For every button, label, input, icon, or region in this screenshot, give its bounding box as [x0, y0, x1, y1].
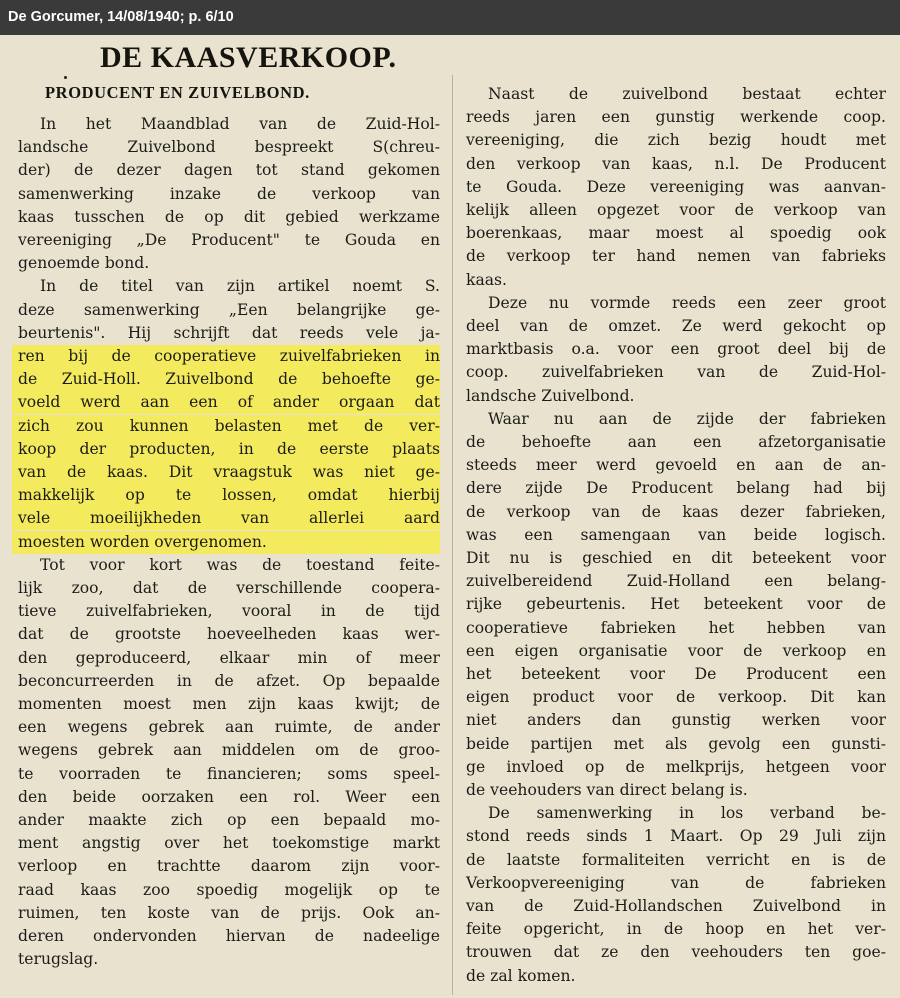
- ink-speck: [64, 76, 67, 79]
- line-text: de zal komen.: [466, 966, 576, 985]
- line-text: beurtenis". Hij schrijft dat reeds vele ja-: [18, 323, 440, 342]
- highlighted-text: koop der producten, in de eerste plaats: [18, 439, 440, 458]
- line-text: het beteekent voor De Producent een: [466, 665, 886, 683]
- text-line: [18, 786, 440, 809]
- text-line: [466, 965, 886, 988]
- text-line: [466, 686, 886, 709]
- line-text: een eigen organisatie voor de verkoop en: [466, 641, 886, 660]
- line-text: deren ondervonden hiervan de nadeelige: [18, 927, 440, 945]
- text-line: [18, 299, 440, 322]
- text-line: [466, 756, 886, 779]
- text-line: [466, 825, 886, 848]
- text-line: [466, 269, 886, 292]
- text-line: [18, 693, 440, 716]
- text-line: [466, 361, 886, 384]
- line-text: stond reeds sinds 1 Maart. Op 29 Juli zijn: [466, 827, 886, 846]
- highlighted-text: ren bij de cooperatieve zuivelfabrieken in: [18, 347, 440, 365]
- text-line: [466, 849, 886, 872]
- line-text: de laatste formaliteiten verricht en is de: [466, 850, 886, 869]
- line-text: Deze nu vormde reeds een zeer groot: [488, 293, 886, 312]
- text-line: [18, 229, 440, 252]
- highlighted-text: van de kaas. Dit vraagstuk was niet ge-: [18, 463, 440, 481]
- text-line: [466, 895, 886, 918]
- text-line: [466, 477, 886, 500]
- text-line: [466, 431, 886, 454]
- line-text: ruimen, ten koste van de prijs. Ook an-: [18, 903, 440, 922]
- text-line: [466, 83, 886, 106]
- line-text: beconcurreerden in de afzet. Op bepaalde: [18, 671, 440, 690]
- text-line: [466, 245, 886, 268]
- text-line: [12, 391, 440, 414]
- highlighted-text: zich zou kunnen belasten met de ver-: [18, 416, 440, 435]
- line-text: dere zijde De Producent belang had bij: [466, 479, 886, 498]
- line-text: den verkoop van kaas, n.l. De Producent: [466, 154, 886, 173]
- text-line: [18, 252, 440, 275]
- text-line: [18, 159, 440, 182]
- line-text: ment angstig over het toekomstige markt: [18, 834, 440, 853]
- line-text: wegens gebrek aan middelen om de groo-: [18, 741, 440, 760]
- text-line: [466, 570, 886, 593]
- line-text: feite opgericht, in de hoop en het ver-: [466, 920, 886, 939]
- line-text: kaas tusschen de op dit gebied werkzame: [18, 207, 440, 226]
- text-line: [466, 106, 886, 129]
- line-text: samenwerking inzake de verkoop van: [18, 184, 440, 203]
- line-text: deze samenwerking „Een belangrijke ge-: [18, 300, 440, 319]
- text-line: [18, 136, 440, 159]
- line-text: Waar nu aan de zijde der fabrieken: [488, 409, 886, 428]
- highlighted-text: voeld werd aan een of ander orgaan dat: [18, 393, 440, 412]
- text-line: [466, 547, 886, 570]
- text-line: [466, 408, 886, 431]
- text-line: [466, 338, 886, 361]
- text-line: [18, 809, 440, 832]
- text-line: [18, 879, 440, 902]
- newspaper-clipping: [0, 35, 900, 998]
- line-text: kaas.: [466, 270, 508, 289]
- line-text: marktbasis o.a. voor een groot deel bij de: [466, 340, 886, 359]
- line-text: terugslag.: [18, 950, 99, 969]
- text-line: [12, 461, 440, 484]
- text-line: [466, 640, 886, 663]
- text-line: [466, 524, 886, 547]
- text-line: [18, 600, 440, 623]
- text-line: [18, 206, 440, 229]
- text-line: [12, 415, 440, 438]
- highlighted-text: vele moeilijkheden van allerlei aard: [18, 509, 440, 528]
- line-text: cooperatieve fabrieken het hebben van: [466, 618, 886, 637]
- line-text: vereeniging „De Producent" te Gouda en: [18, 231, 440, 249]
- line-text: In het Maandblad van de Zuid-Hol-: [40, 115, 440, 133]
- line-text: genoemde bond.: [18, 254, 150, 273]
- text-line: [12, 507, 440, 530]
- text-line: [466, 385, 886, 408]
- line-text: den geproduceerd, elkaar min of meer: [18, 648, 440, 667]
- text-line: [18, 763, 440, 786]
- text-line: [18, 113, 440, 136]
- text-line: [466, 733, 886, 756]
- line-text: rijke gebeurtenis. Het beteekent voor de: [466, 595, 886, 614]
- text-line: [18, 275, 440, 298]
- line-text: In de titel van zijn artikel noemt S.: [40, 277, 440, 296]
- line-text: lijk zoo, dat de verschillende coopera-: [18, 579, 440, 597]
- text-line: [18, 623, 440, 646]
- line-text: vereeniging, die zich bezig houdt met: [466, 131, 886, 150]
- line-text: Naast de zuivelbond bestaat echter: [488, 85, 886, 103]
- line-text: zuivelbereidend Zuid-Holland een belang-: [466, 572, 886, 591]
- text-line: [466, 501, 886, 524]
- line-text: trouwen dat ze den veehouders ten goe-: [466, 943, 886, 962]
- text-line: [12, 531, 440, 554]
- text-line: [466, 709, 886, 732]
- line-text: den beide oorzaken een rol. Weer een: [18, 787, 440, 806]
- text-line: [18, 925, 440, 948]
- text-line: [466, 292, 886, 315]
- line-text: coop. zuivelfabrieken van de Zuid-Hol-: [466, 363, 886, 382]
- text-line: [466, 593, 886, 616]
- text-line: [18, 322, 440, 345]
- line-text: te voorraden te financieren; soms speel-: [18, 764, 440, 783]
- text-line: [466, 941, 886, 964]
- line-text: te Gouda. Deze vereeniging was aanvan-: [466, 177, 886, 196]
- text-line: [466, 153, 886, 176]
- text-line: [18, 647, 440, 670]
- line-text: momenten moest men zijn kaas kwijt; de: [18, 695, 440, 713]
- text-line: [12, 438, 440, 461]
- text-line: [466, 222, 886, 245]
- line-text: raad kaas zoo spoedig mogelijk op te: [18, 880, 440, 899]
- text-line: [466, 176, 886, 199]
- highlighted-text: moesten worden overgenomen.: [18, 532, 267, 551]
- source-title: De Gorcumer, 14/08/1940; p. 6/10: [8, 9, 234, 25]
- text-line: [466, 918, 886, 941]
- line-text: een wegens gebrek aan ruimte, de ander: [18, 718, 440, 737]
- line-text: Tot voor kort was de toestand feite-: [40, 555, 440, 574]
- article-headline: DE KAASVERKOOP.: [100, 41, 397, 74]
- line-text: Dit nu is geschied en dit beteekent voor: [466, 549, 886, 567]
- article-subheadline: PRODUCENT EN ZUIVELBOND.: [45, 83, 310, 102]
- text-line: [18, 902, 440, 925]
- line-text: dat de grootste hoeveelheden kaas wer-: [18, 625, 440, 644]
- line-text: boerenkaas, maar moest al spoedig ook: [466, 224, 886, 243]
- line-text: reeds jaren een gunstig werkende coop.: [466, 108, 886, 127]
- line-text: Verkoopvereeniging van de fabrieken: [466, 873, 886, 892]
- text-line: [466, 779, 886, 802]
- text-line: [12, 368, 440, 391]
- text-line: [18, 832, 440, 855]
- text-line: [18, 554, 440, 577]
- line-text: de veehouders van direct belang is.: [466, 781, 748, 799]
- text-line: [466, 315, 886, 338]
- line-text: de verkoop ter hand nemen van fabrieks: [466, 247, 886, 266]
- text-line: [466, 872, 886, 895]
- line-text: verloop en trachtte daarom zijn voor-: [18, 857, 440, 876]
- line-text: de behoefte aan een afzetorganisatie: [466, 433, 886, 451]
- text-line: [466, 199, 886, 222]
- line-text: de verkoop van de kaas dezer fabrieken,: [466, 502, 886, 521]
- text-line: [466, 802, 886, 825]
- text-line: [18, 739, 440, 762]
- text-line: [18, 670, 440, 693]
- text-line: [18, 948, 440, 971]
- line-text: niet anders dan gunstig werken voor: [466, 711, 886, 730]
- text-line: [18, 855, 440, 878]
- text-line: [466, 129, 886, 152]
- line-text: ge invloed op de melkprijs, hetgeen voor: [466, 757, 886, 776]
- line-text: ander maakte zich op een bepaald mo-: [18, 811, 440, 829]
- text-line: [18, 577, 440, 600]
- text-line: [12, 345, 440, 368]
- line-text: landsche Zuivelbond.: [466, 386, 635, 405]
- text-line: [466, 454, 886, 477]
- highlighted-text: makkelijk op te lossen, omdat hierbij: [18, 486, 440, 505]
- line-text: deel van de omzet. Ze werd gekocht op: [466, 317, 886, 335]
- text-line: [18, 716, 440, 739]
- line-text: tieve zuivelfabrieken, vooral in de tijd: [18, 602, 440, 621]
- line-text: landsche Zuivelbond bespreekt S(chreu-: [18, 138, 440, 157]
- source-title-bar: [0, 0, 900, 35]
- line-text: De samenwerking in los verband be-: [488, 804, 886, 823]
- highlighted-text: de Zuid-Holl. Zuivelbond de behoefte ge-: [18, 370, 440, 389]
- text-line: [18, 183, 440, 206]
- line-text: eigen product voor de verkoop. Dit kan: [466, 688, 886, 707]
- text-line: [466, 663, 886, 686]
- text-line: [12, 484, 440, 507]
- line-text: der) de dezer dagen tot stand gekomen: [18, 161, 440, 180]
- line-text: was een samengaan van beide logisch.: [466, 525, 886, 544]
- line-text: van de Zuid-Hollandschen Zuivelbond in: [466, 897, 886, 915]
- column-divider: [452, 75, 453, 995]
- line-text: beide partijen met als gevolg een gunsti-: [466, 734, 886, 753]
- line-text: kelijk alleen opgezet voor de verkoop van: [466, 201, 886, 219]
- text-line: [466, 617, 886, 640]
- line-text: steeds meer werd gevoeld en aan de an-: [466, 456, 886, 475]
